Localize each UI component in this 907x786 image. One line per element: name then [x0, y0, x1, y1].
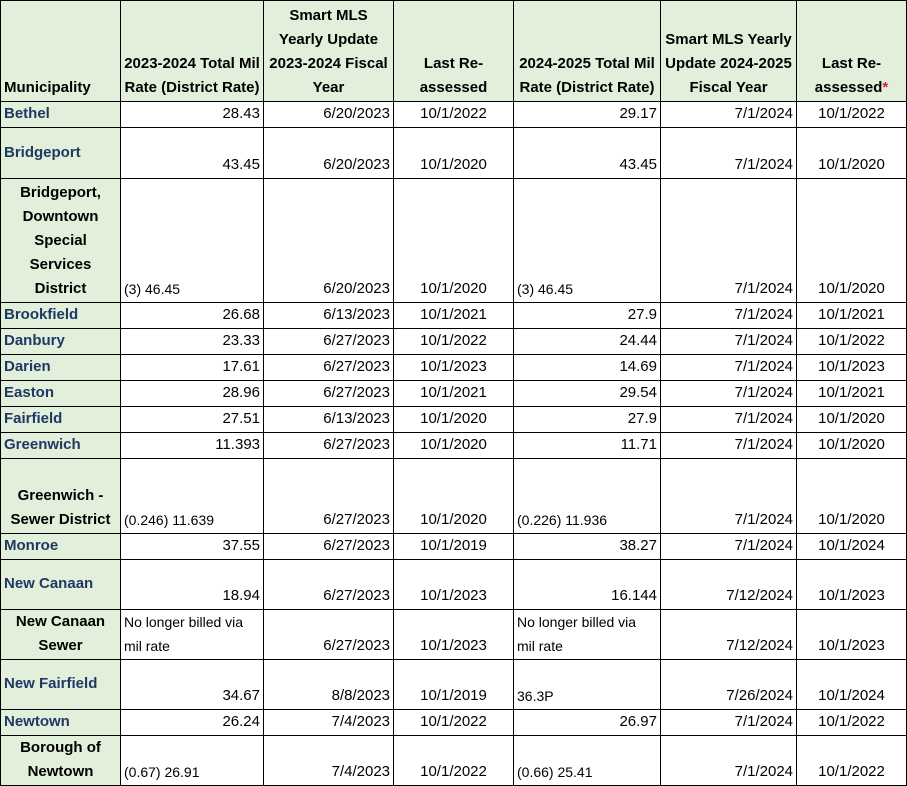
asterisk-marker: * [882, 79, 889, 96]
update-2024-2025-cell: 7/1/2024 [661, 433, 797, 459]
reassessed-2023-2024-cell: 10/1/2022 [394, 736, 514, 786]
reassessed-2024-2025-cell: 10/1/2022 [797, 102, 907, 128]
update-2024-2025-cell: 7/1/2024 [661, 329, 797, 355]
update-2024-2025-cell: 7/1/2024 [661, 534, 797, 560]
mil-2024-2025-cell: (0.226) 11.936 [514, 459, 661, 534]
update-2024-2025-cell: 7/12/2024 [661, 560, 797, 610]
update-2023-2024-cell: 8/8/2023 [264, 660, 394, 710]
update-2023-2024-cell: 7/4/2023 [264, 736, 394, 786]
mil-2023-2024-cell: (3) 46.45 [121, 179, 264, 303]
mil-2023-2024-cell: 28.43 [121, 102, 264, 128]
reassessed-2024-2025-cell: 10/1/2020 [797, 459, 907, 534]
reassessed-2024-2025-cell: 10/1/2023 [797, 355, 907, 381]
reassessed-2023-2024-cell: 10/1/2021 [394, 381, 514, 407]
update-2024-2025-cell: 7/1/2024 [661, 128, 797, 179]
header-update-2024-2025: Smart MLS Yearly Update 2024-2025 Fiscal Year [661, 1, 797, 102]
table-row [1, 433, 907, 459]
table-row [1, 660, 907, 710]
reassessed-2023-2024-cell: 10/1/2019 [394, 660, 514, 710]
table-row [1, 329, 907, 355]
municipality-cell: Easton [1, 381, 121, 407]
table-row [1, 560, 907, 610]
mil-2023-2024-cell: 43.45 [121, 128, 264, 179]
header-update-2023-2024: Smart MLS Yearly Update 2023-2024 Fiscal Year [264, 1, 394, 102]
update-2023-2024-cell: 6/27/2023 [264, 329, 394, 355]
municipality-cell: Bridgeport, Downtown Special Services District [1, 179, 121, 303]
update-2024-2025-cell: 7/1/2024 [661, 179, 797, 303]
municipality-cell: New Canaan Sewer [1, 610, 121, 660]
municipality-cell: Bethel [1, 102, 121, 128]
table-row [1, 459, 907, 534]
update-2024-2025-cell: 7/1/2024 [661, 303, 797, 329]
reassessed-2023-2024-cell: 10/1/2020 [394, 407, 514, 433]
mil-2024-2025-cell: 16.144 [514, 560, 661, 610]
reassessed-2024-2025-cell: 10/1/2022 [797, 710, 907, 736]
reassessed-2024-2025-cell: 10/1/2023 [797, 560, 907, 610]
mil-2024-2025-cell: No longer billed via mil rate [514, 610, 661, 660]
mil-2023-2024-cell: (0.67) 26.91 [121, 736, 264, 786]
update-2023-2024-cell: 6/13/2023 [264, 407, 394, 433]
table-row [1, 381, 907, 407]
mil-2023-2024-cell: 11.393 [121, 433, 264, 459]
update-2023-2024-cell: 6/20/2023 [264, 128, 394, 179]
update-2024-2025-cell: 7/12/2024 [661, 610, 797, 660]
reassessed-2024-2025-cell: 10/1/2021 [797, 303, 907, 329]
reassessed-2023-2024-cell: 10/1/2022 [394, 329, 514, 355]
reassessed-2024-2025-cell: 10/1/2021 [797, 381, 907, 407]
table-row [1, 534, 907, 560]
mil-2023-2024-cell: 17.61 [121, 355, 264, 381]
reassessed-2024-2025-cell: 10/1/2022 [797, 329, 907, 355]
reassessed-2023-2024-cell: 10/1/2021 [394, 303, 514, 329]
header-mil-2023-2024: 2023-2024 Total Mil Rate (District Rate) [121, 1, 264, 102]
table-row [1, 710, 907, 736]
table-row [1, 303, 907, 329]
header-reassessed-2023-2024: Last Re-assessed [394, 1, 514, 102]
mil-2024-2025-cell: 14.69 [514, 355, 661, 381]
reassessed-2023-2024-cell: 10/1/2023 [394, 560, 514, 610]
update-2023-2024-cell: 6/13/2023 [264, 303, 394, 329]
reassessed-2024-2025-cell: 10/1/2023 [797, 610, 907, 660]
municipality-cell: New Fairfield [1, 660, 121, 710]
reassessed-2024-2025-cell: 10/1/2024 [797, 534, 907, 560]
update-2023-2024-cell: 6/20/2023 [264, 179, 394, 303]
header-mil-2024-2025: 2024-2025 Total Mil Rate (District Rate) [514, 1, 661, 102]
reassessed-2023-2024-cell: 10/1/2023 [394, 610, 514, 660]
update-2023-2024-cell: 6/20/2023 [264, 102, 394, 128]
reassessed-2023-2024-cell: 10/1/2020 [394, 459, 514, 534]
municipality-cell: New Canaan [1, 560, 121, 610]
update-2024-2025-cell: 7/26/2024 [661, 660, 797, 710]
municipality-cell: Newtown [1, 710, 121, 736]
reassessed-2024-2025-cell: 10/1/2022 [797, 736, 907, 786]
table-row [1, 179, 907, 303]
mil-2024-2025-cell: 38.27 [514, 534, 661, 560]
reassessed-2023-2024-cell: 10/1/2019 [394, 534, 514, 560]
mil-2023-2024-cell: 37.55 [121, 534, 264, 560]
update-2023-2024-cell: 6/27/2023 [264, 560, 394, 610]
update-2024-2025-cell: 7/1/2024 [661, 355, 797, 381]
mil-2023-2024-cell: 27.51 [121, 407, 264, 433]
reassessed-2023-2024-cell: 10/1/2020 [394, 179, 514, 303]
reassessed-2023-2024-cell: 10/1/2022 [394, 102, 514, 128]
municipality-cell: Monroe [1, 534, 121, 560]
mil-2024-2025-cell: 27.9 [514, 407, 661, 433]
reassessed-2024-2025-cell: 10/1/2020 [797, 128, 907, 179]
update-2024-2025-cell: 7/1/2024 [661, 736, 797, 786]
update-2023-2024-cell: 6/27/2023 [264, 459, 394, 534]
reassessed-2023-2024-cell: 10/1/2023 [394, 355, 514, 381]
mil-2024-2025-cell: 43.45 [514, 128, 661, 179]
municipality-cell: Darien [1, 355, 121, 381]
header-row [1, 1, 907, 102]
mil-2024-2025-cell: 36.3P [514, 660, 661, 710]
reassessed-2023-2024-cell: 10/1/2020 [394, 128, 514, 179]
table-row [1, 407, 907, 433]
municipality-cell: Borough of Newtown [1, 736, 121, 786]
municipality-cell: Greenwich - Sewer District [1, 459, 121, 534]
header-reassessed-2024-2025 [797, 1, 907, 102]
header-reassessed-2024-2025-label: Last Re-assessed [814, 55, 883, 96]
mil-2023-2024-cell: No longer billed via mil rate [121, 610, 264, 660]
update-2023-2024-cell: 6/27/2023 [264, 610, 394, 660]
reassessed-2023-2024-cell: 10/1/2022 [394, 710, 514, 736]
table-row [1, 128, 907, 179]
mil-2023-2024-cell: 34.67 [121, 660, 264, 710]
mil-2023-2024-cell: (0.246) 11.639 [121, 459, 264, 534]
mil-2024-2025-cell: (0.66) 25.41 [514, 736, 661, 786]
update-2023-2024-cell: 6/27/2023 [264, 381, 394, 407]
header-municipality: Municipality [1, 1, 121, 102]
mil-2024-2025-cell: 27.9 [514, 303, 661, 329]
update-2024-2025-cell: 7/1/2024 [661, 102, 797, 128]
table-row [1, 610, 907, 660]
mil-2024-2025-cell: 26.97 [514, 710, 661, 736]
mil-2024-2025-cell: 11.71 [514, 433, 661, 459]
mil-2024-2025-cell: (3) 46.45 [514, 179, 661, 303]
reassessed-2024-2025-cell: 10/1/2020 [797, 433, 907, 459]
municipality-cell: Greenwich [1, 433, 121, 459]
mil-2024-2025-cell: 29.54 [514, 381, 661, 407]
mil-2024-2025-cell: 29.17 [514, 102, 661, 128]
mil-2023-2024-cell: 26.24 [121, 710, 264, 736]
update-2023-2024-cell: 6/27/2023 [264, 433, 394, 459]
mil-2023-2024-cell: 26.68 [121, 303, 264, 329]
table-row [1, 355, 907, 381]
update-2024-2025-cell: 7/1/2024 [661, 710, 797, 736]
update-2024-2025-cell: 7/1/2024 [661, 459, 797, 534]
reassessed-2024-2025-cell: 10/1/2024 [797, 660, 907, 710]
reassessed-2024-2025-cell: 10/1/2020 [797, 179, 907, 303]
municipality-cell: Brookfield [1, 303, 121, 329]
municipality-cell: Danbury [1, 329, 121, 355]
update-2024-2025-cell: 7/1/2024 [661, 381, 797, 407]
municipality-cell: Bridgeport [1, 128, 121, 179]
mil-2023-2024-cell: 23.33 [121, 329, 264, 355]
reassessed-2024-2025-cell: 10/1/2020 [797, 407, 907, 433]
table-row [1, 102, 907, 128]
update-2023-2024-cell: 6/27/2023 [264, 534, 394, 560]
mil-2024-2025-cell: 24.44 [514, 329, 661, 355]
update-2023-2024-cell: 7/4/2023 [264, 710, 394, 736]
update-2024-2025-cell: 7/1/2024 [661, 407, 797, 433]
reassessed-2023-2024-cell: 10/1/2020 [394, 433, 514, 459]
mil-2023-2024-cell: 28.96 [121, 381, 264, 407]
mil-2023-2024-cell: 18.94 [121, 560, 264, 610]
table-row [1, 736, 907, 786]
municipality-cell: Fairfield [1, 407, 121, 433]
update-2023-2024-cell: 6/27/2023 [264, 355, 394, 381]
